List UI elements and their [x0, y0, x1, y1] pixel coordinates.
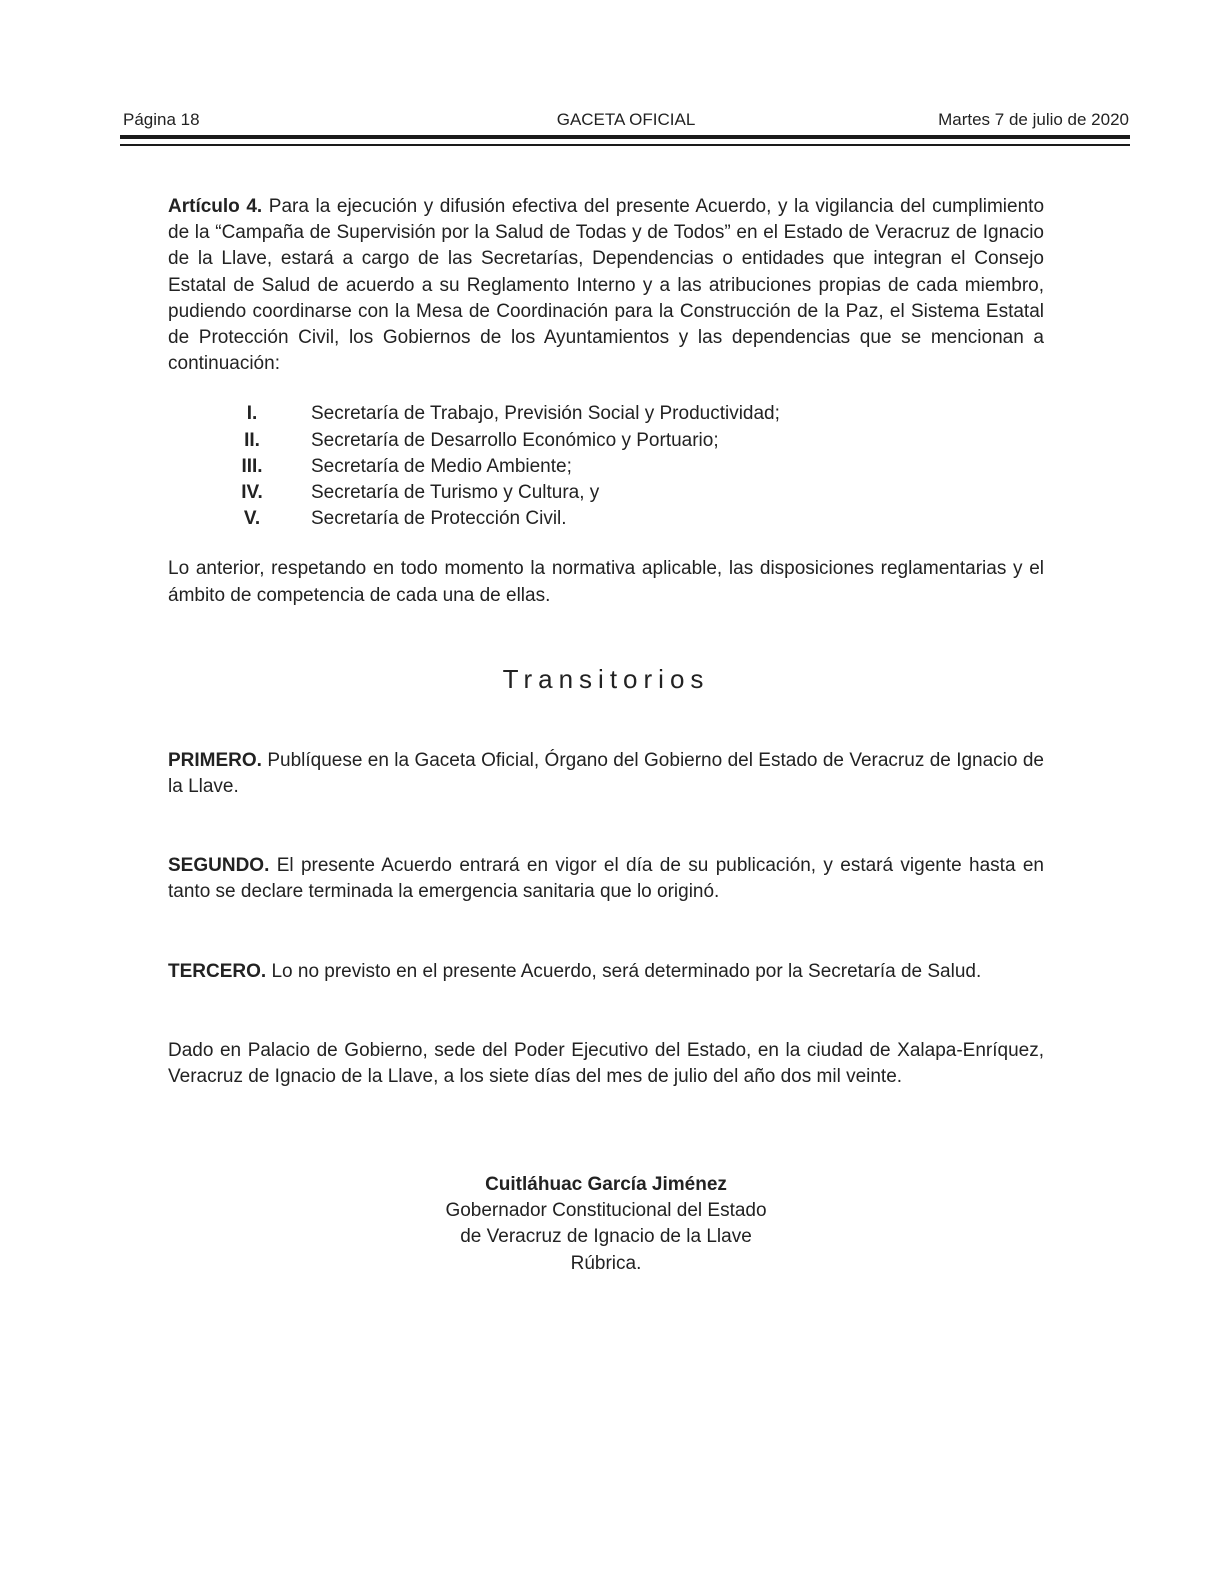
signatory-name: Cuitláhuac García Jiménez [485, 1174, 727, 1195]
list-item-number: I. [246, 403, 258, 425]
list-item [168, 454, 1044, 480]
list-item [168, 428, 1044, 454]
list-item [168, 401, 1044, 427]
dependencies-list [168, 401, 1044, 532]
signatory-title-line-1: Gobernador Constitucional del Estado [445, 1200, 767, 1222]
primero-text: Publíquese en la Gaceta Oficial, Órgano del Gobierno del Estado de Veracruz de Ignacio de la Llave. [168, 749, 1044, 797]
publication-name: GACETA OFICIAL [556, 110, 696, 129]
list-item-number: II. [244, 429, 260, 451]
list-item [168, 480, 1044, 506]
list-item-text: Secretaría de Turismo y Cultura, y [311, 481, 600, 503]
publication-date: Martes 7 de julio de 2020 [938, 110, 1129, 129]
header-rule-thick [120, 135, 1130, 139]
document-body [168, 194, 1044, 1090]
list-item-text: Secretaría de Desarrollo Económico y Portuario; [311, 429, 719, 451]
rubrica: Rúbrica. [570, 1252, 642, 1274]
list-item-text: Secretaría de Medio Ambiente; [311, 455, 572, 477]
dado-paragraph: Dado en Palacio de Gobierno, sede del Poder Ejecutivo del Estado, en la ciudad de Xalapa-Enríquez, Veracruz de Ignacio de la Llave, a los siete días del mes de julio del año dos mil veinte. [168, 1039, 1044, 1087]
segundo-text: El presente Acuerdo entrará en vigor el día de su publicación, y estará vigente hasta en tanto se declare terminada la emergencia sanitaria que lo originó. [168, 855, 1044, 903]
closing-paragraph: Lo anterior, respetando en todo momento la normativa aplicable, las disposiciones reglamentarias y el ámbito de competencia de cada una de ellas. [168, 558, 1044, 606]
primero-label: PRIMERO. [168, 749, 262, 771]
signatory-title-line-2: de Veracruz de Ignacio de la Llave [460, 1226, 752, 1248]
list-item-number: III. [241, 455, 263, 477]
list-item [168, 506, 1044, 532]
segundo-paragraph [168, 853, 1044, 905]
article-4-text: Para la ejecución y difusión efectiva del presente Acuerdo, y la vigilancia del cumplimiento de la “Campaña de Supervisión por la Salud de Todas y de Todos” en el Estado de Veracruz de Ignacio de la Llave, estará a cargo de las Secretarías, Dependencias o entidades que integran el Consejo Estatal de Salud de acuerdo a su Reglamento Interno y a las atribuciones propias de cada miembro, pudiendo coordinarse con la Mesa de Coordinación para la Construcción de la Paz, el Sistema Estatal de Protección Civil, los Gobiernos de los Ayuntamientos y las dependencias que se mencionan a continuación: [168, 196, 1045, 375]
list-item-number: V. [243, 508, 261, 530]
tercero-label: TERCERO. [168, 960, 267, 982]
segundo-label: SEGUNDO. [168, 855, 270, 877]
header-rule-thin [120, 144, 1130, 146]
article-4-paragraph [168, 194, 1044, 377]
list-item-number: IV. [241, 481, 263, 503]
signature-block [406, 1172, 806, 1277]
page-number: Página 18 [123, 110, 200, 129]
tercero-text: Lo no previsto en el presente Acuerdo, será determinado por la Secretaría de Salud. [266, 960, 982, 982]
tercero-paragraph [168, 959, 1044, 985]
primero-paragraph [168, 748, 1044, 800]
article-4-label: Artículo 4. [168, 196, 263, 217]
section-title-transitorios: Transitorios [502, 663, 710, 694]
page-header [123, 108, 1129, 132]
list-item-text: Secretaría de Trabajo, Previsión Social y Productividad; [311, 403, 780, 425]
list-item-text: Secretaría de Protección Civil. [311, 508, 567, 530]
